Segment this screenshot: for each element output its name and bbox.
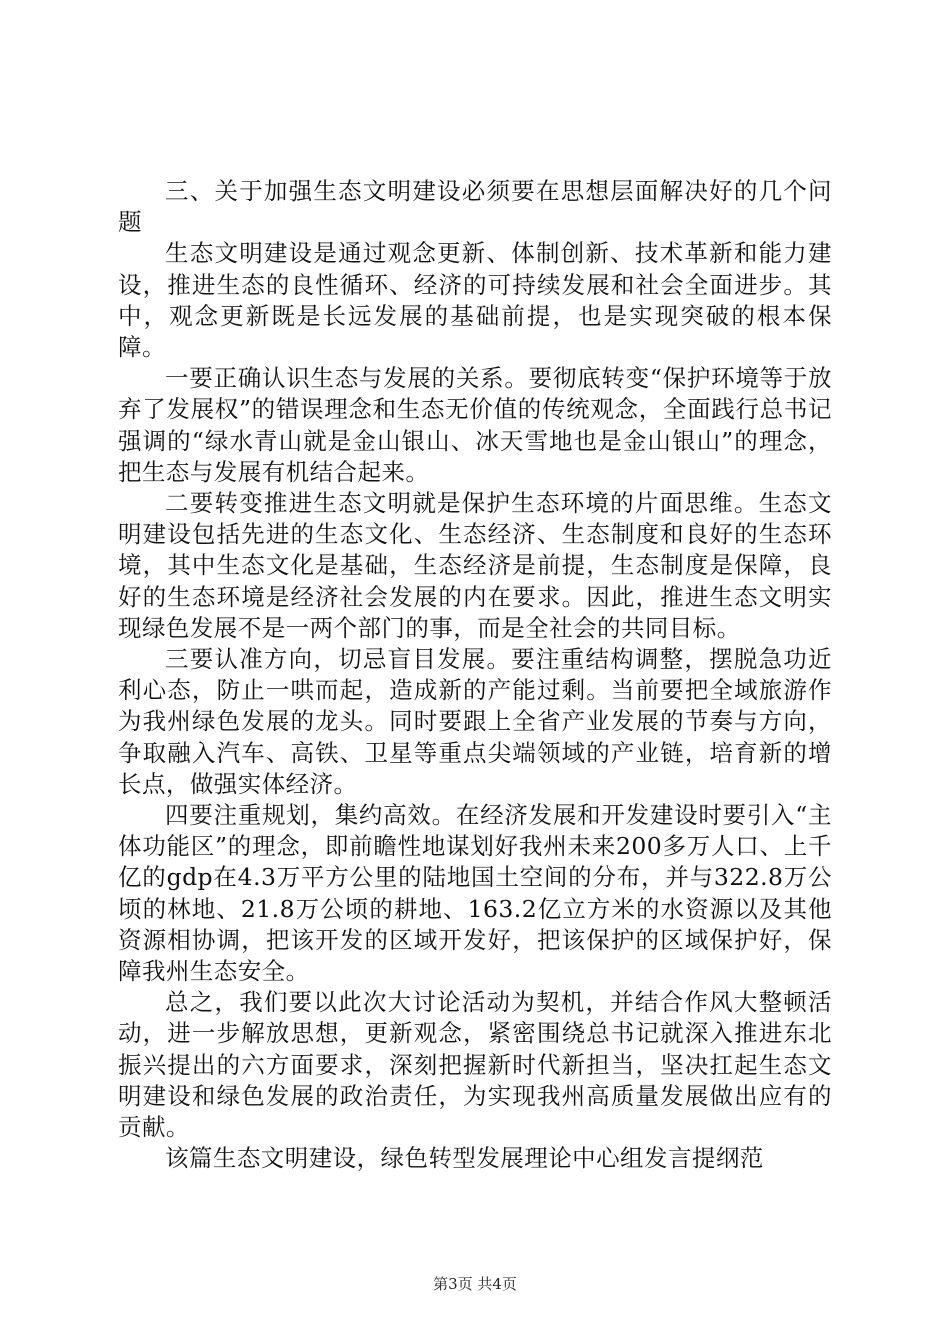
- section-heading: 三、关于加强生态文明建设必须要在思想层面解决好的几个问题: [118, 177, 832, 237]
- paragraph-trailing: 该篇生态文明建设，绿色转型发展理论中心组发言提纲范: [165, 1144, 764, 1173]
- paragraph-point-1: 一要正确认识生态与发展的关系。要彻底转变“保护环境等于放弃了发展权”的错误理念和生态无价值的传统观念，全面践行总书记强调的“绿水青山就是金山银山、冰天雪地也是金山银山”的理念，把生态与发展有机结合起来。: [118, 364, 832, 486]
- paragraph-point-3: 三要认准方向，切忌盲目发展。要注重结构调整，摆脱急功近利心态，防止一哄而起，造成新的产能过剩。当前要把全域旅游作为我州绿色发展的龙头。同时要跟上全省产业发展的节奏与方向，争取融入汽车、高铁、卫星等重点尖端领域的产业链，培育新的增长点，做强实体经济。: [118, 645, 832, 798]
- paragraph-point-4: 四要注重规划，集约高效。在经济发展和开发建设时要引入“主体功能区”的理念，即前瞻性地谋划好我州未来200多万人口、上千亿的gdp在4.3万平方公里的陆地国土空间的分布，并与322.8万公顷的林地、21.8万公顷的耕地、163.2亿立方米的水资源以及其他资源相协调，把该开发的区域开发好，把该保护的区域保护好，保障我州生态安全。: [118, 801, 832, 986]
- document-body: [118, 176, 832, 1175]
- paragraph-intro: 生态文明建设是通过观念更新、体制创新、技术革新和能力建设，推进生态的良性循环、经济的可持续发展和社会全面进步。其中，观念更新既是长远发展的基础前提，也是实现突破的根本保障。: [118, 239, 832, 362]
- page-number-footer: 第3页 共4页: [433, 1275, 517, 1293]
- paragraph-point-2: 二要转变推进生态文明就是保护生态环境的片面思维。生态文明建设包括先进的生态文化、生态经济、生态制度和良好的生态环境，其中生态文化是基础，生态经济是前提，生态制度是保障，良好的生态环境是经济社会发展的内在要求。因此，推进生态文明实现绿色发展不是一两个部门的事，而是全社会的共同目标。: [118, 489, 832, 642]
- paragraph-conclusion: 总之，我们要以此次大讨论活动为契机，并结合作风大整顿活动，进一步解放思想，更新观念，紧密围绕总书记就深入推进东北振兴提出的六方面要求，深刻把握新时代新担当，坚决扛起生态文明建设和绿色发展的政治责任，为实现我州高质量发展做出应有的贡献。: [118, 988, 832, 1142]
